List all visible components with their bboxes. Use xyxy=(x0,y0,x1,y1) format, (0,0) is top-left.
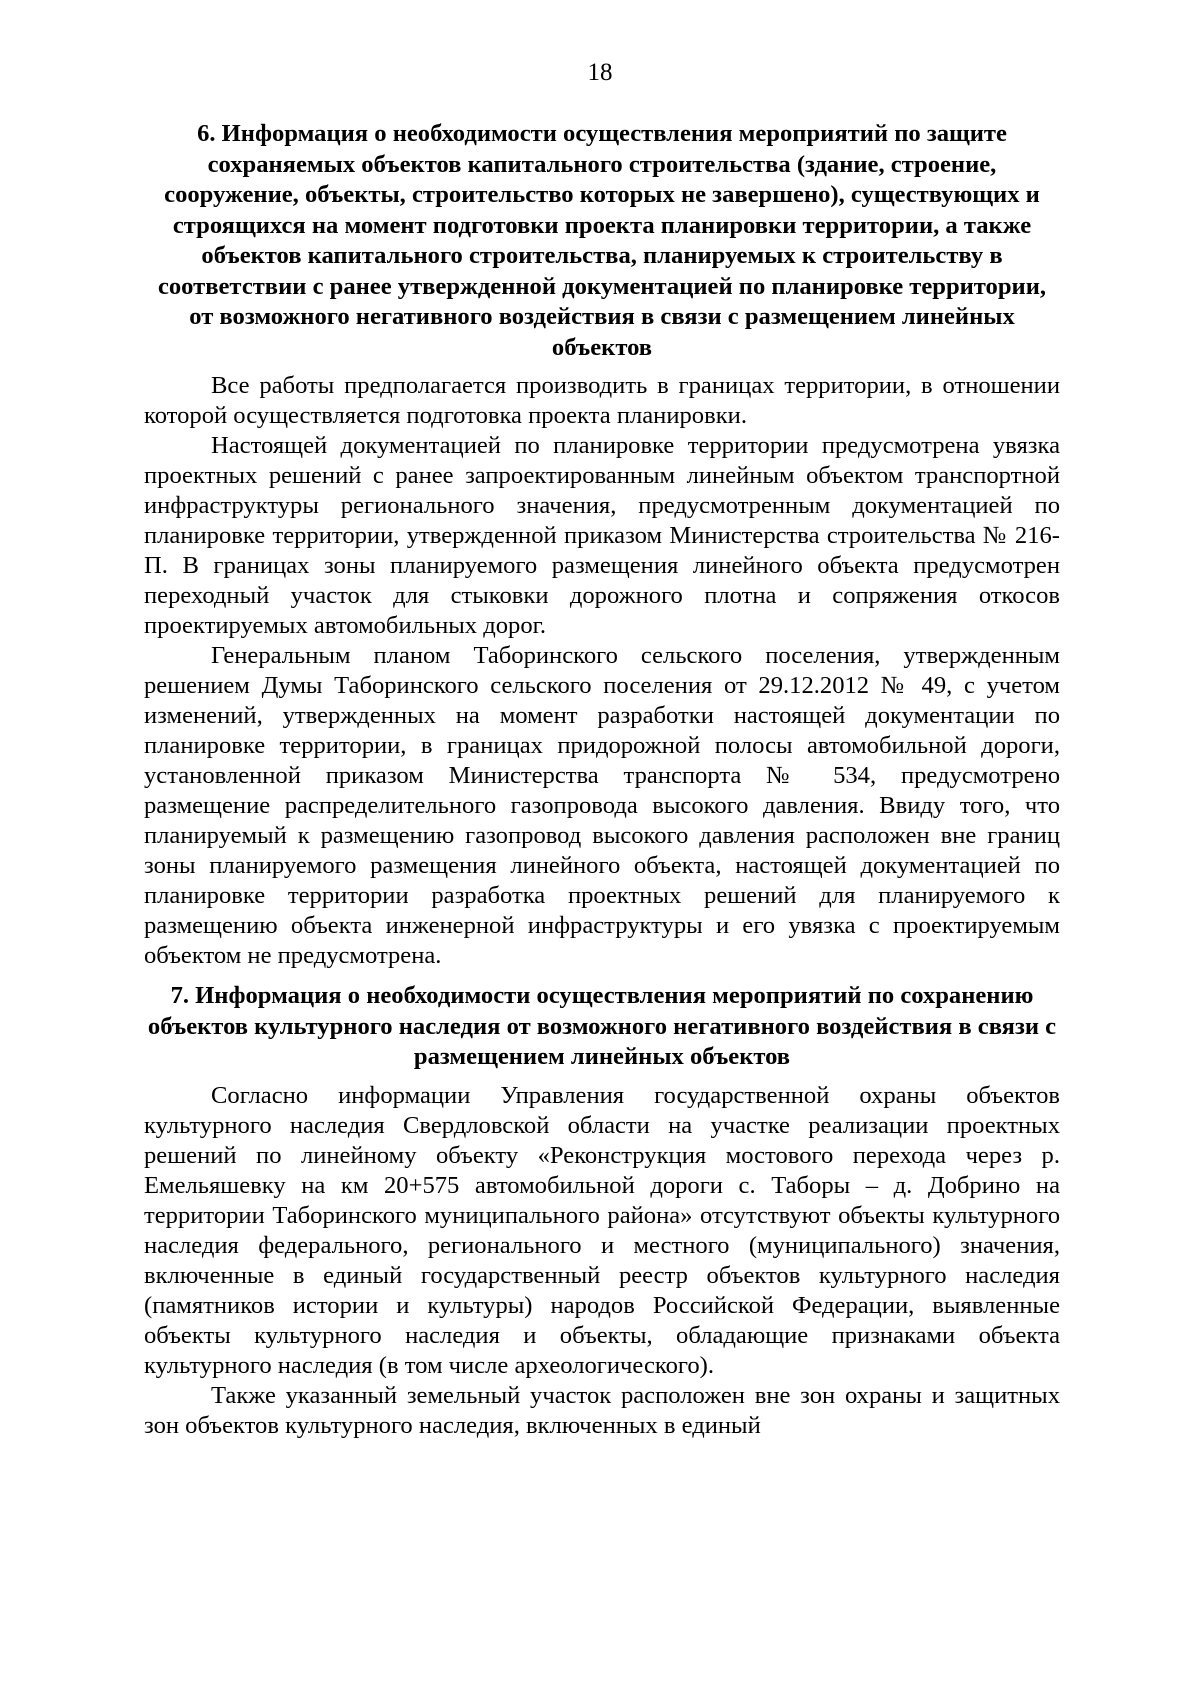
page-content xyxy=(144,119,1060,1441)
section-6-heading: 6. Информация о необходимости осуществления мероприятий по защите сохраняемых объектов капитального строительства (здание, строение, сооружение, объекты, строительство которых не завершено), существующих и строящихся на момент подготовки проекта планировки территории, а также объектов капитального строительства, планируемых к строительству в соответствии с ранее утвержденной документацией по планировке территории, от возможного негативного воздействия в связи с размещением линейных объектов xyxy=(157,120,1047,361)
section-7-paragraph-2: Также указанный земельный участок расположен вне зон охраны и защитных зон объектов культурного наследия, включенных в единый xyxy=(144,1381,1060,1439)
section-7-heading: 7. Информация о необходимости осуществления мероприятий по сохранению объектов культурного наследия от возможного негативного воздействия в связи с размещением линейных объектов xyxy=(147,982,1057,1070)
section-6-paragraph-3: Генеральным планом Таборинского сельского поселения, утвержденным решением Думы Таборинского сельского поселения от 29.12.2012 № 49, с учетом изменений, утвержденных на момент разработки настоящей документации по планировке территории, в границах придорожной полосы автомобильной дороги, установленной приказом Министерства транспорта № 534, предусмотрено размещение распределительного газопровода высокого давления. Ввиду того, что планируемый к размещению газопровод высокого давления расположен вне границ зоны планируемого размещения линейного объекта, настоящей документацией по планировке территории разработка проектных решений для планируемого к размещению объекта инженерной инфраструктуры и его увязка с проектируемым объектом не предусмотрена. xyxy=(144,642,1060,969)
section-6-paragraph-1: Все работы предполагается производить в границах территории, в отношении которой осуществляется подготовка проекта планировки. xyxy=(144,372,1060,429)
page-number: 18 xyxy=(587,59,613,86)
section-7-paragraph-1: Согласно информации Управления государственной охраны объектов культурного наследия Свердловской области на участке реализации проектных решений по линейному объекту «Реконструкция мостового перехода через р. Емельяшевку на км 20+575 автомобильной дороги с. Таборы – д. Добрино на территории Таборинского муниципального района» отсутствуют объекты культурного наследия федерального, регионального и местного (муниципального) значения, включенные в единый государственный реестр объектов культурного наследия (памятников истории и культуры) народов Российской Федерации, выявленные объекты культурного наследия и объекты, обладающие признаками объекта культурного наследия (в том числе археологического). xyxy=(144,1081,1060,1379)
section-6-paragraph-2: Настоящей документацией по планировке территории предусмотрена увязка проектных решений с ранее запроектированным линейным объектом транспортной инфраструктуры регионального значения, предусмотренным документацией по планировке территории, утвержденной приказом Министерства строительства № 216-П. В границах зоны планируемого размещения линейного объекта предусмотрен переходный участок для стыковки дорожного плотна и сопряжения откосов проектируемых автомобильных дорог. xyxy=(144,432,1060,639)
